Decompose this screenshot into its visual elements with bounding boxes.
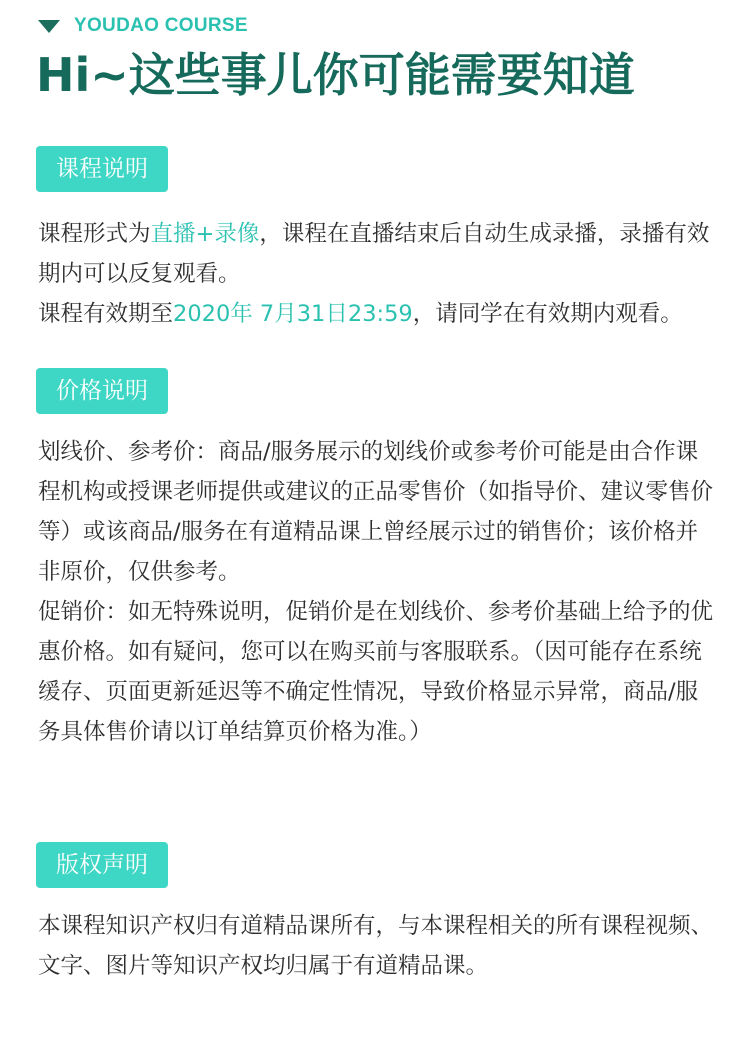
- text-segment: ，请同学在有效期内观看。: [412, 301, 683, 327]
- section-tag-course-info: 课程说明: [36, 146, 168, 192]
- brand-label: YOUDAO COURSE: [74, 15, 248, 36]
- paragraph-course-validity: [38, 294, 718, 334]
- paragraph-copyright: 本课程知识产权归有道精品课所有，与本课程相关的所有课程视频、文字、图片等知识产权均归属于有道精品课。: [38, 913, 714, 979]
- section-body-price-info: [38, 432, 718, 752]
- section-tag-price-info: 价格说明: [36, 368, 168, 414]
- paragraph-list-price: 划线价、参考价：商品/服务展示的划线价或参考价可能是由合作课程机构或授课老师提供或建议的正品零售价（如指导价、建议零售价等）或该商品/服务在有道精品课上曾经展示过的销售价；该价格并非原价，仅供参考。: [38, 439, 714, 585]
- section-body-copyright: [38, 906, 718, 986]
- triangle-down-icon: [38, 20, 60, 33]
- section-body-course-info: [38, 214, 718, 334]
- page-title: Hi~这些事儿你可能需要知道: [36, 48, 635, 102]
- text-segment: 课程有效期至: [38, 301, 174, 327]
- paragraph-promo-price: 促销价：如无特殊说明，促销价是在划线价、参考价基础上给予的优惠价格。如有疑问，您可以在购买前与客服联系。（因可能存在系统缓存、页面更新延迟等不确定性情况，导致价格显示异常，商品/服务具体售价请以订单结算页价格为准。）: [38, 599, 714, 745]
- brand-header: [38, 14, 248, 38]
- highlight-validity-date: 2020年 7月31日23:59: [173, 301, 413, 327]
- text-segment: 课程形式为: [38, 221, 151, 247]
- paragraph-course-format: [38, 214, 718, 294]
- text-segment: ，课程在直播结束后自动生成录播，录播有效期内可以反复观看。: [38, 221, 710, 287]
- section-tag-copyright: 版权声明: [36, 842, 168, 888]
- highlight-course-format: 直播+录像: [150, 221, 260, 247]
